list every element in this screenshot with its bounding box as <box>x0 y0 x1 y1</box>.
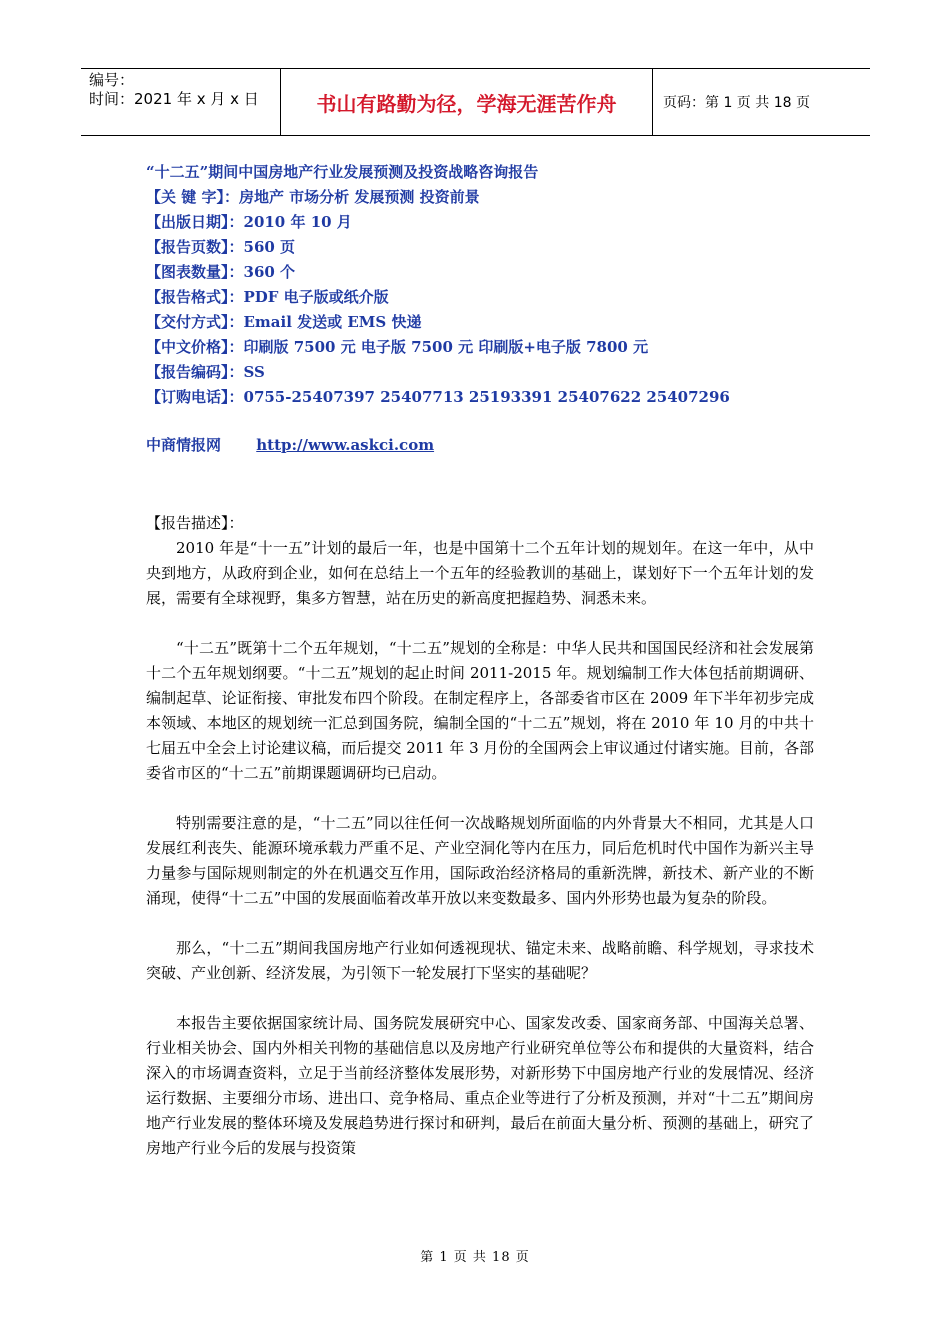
header-page-label: 页码：第 1 页 共 18 页 <box>663 95 810 111</box>
report-pub-date: 【出版日期】：2010 年 10 月 <box>146 213 352 231</box>
report-format: 【报告格式】：PDF 电子版或纸介版 <box>146 288 389 306</box>
report-phone: 【订购电话】：0755-25407397 25407713 25193391 25407622 25407296 <box>146 388 730 406</box>
header-motto: 书山有路勤为径，学海无涯苦作舟 <box>280 69 653 135</box>
paragraph-1: 2010 年是“十一五”计划的最后一年，也是中国第十二个五年计划的规划年。在这一年中，从中央到地方，从政府到企业，如何在总结上一个五年的经验教训的基础上，谋划好下一个五年计划的发展，需要有全球视野，集多方智慧，站在历史的新高度把握趋势、洞悉未来。 <box>146 539 814 607</box>
paragraph-2: “十二五”既第十二个五年规划，“十二五”规划的全称是：中华人民共和国国民经济和社会发展第十二个五年规划纲要。“十二五”规划的起止时间 2011-2015 年。规划编制工作大体包括前期调研、编制起草、论证衔接、审批发布四个阶段。在制定程序上，各部委省市区在 2009 年下半年初步完成本领域、本地区的规划统一汇总到国务院，编制全国的“十二五”规划，将在 2010 年 10 月的中共十七届五中全会上讨论建议稿，而后提交 2011 年 3 月份的全国两会上审议通过付诸实施。目前，各部委省市区的“十二五”前期课题调研均已启动。 <box>146 639 814 782</box>
report-delivery: 【交付方式】：Email 发送或 EMS 快递 <box>146 313 422 331</box>
report-code: 【报告编码】：SS <box>146 363 265 381</box>
paragraph-5: 本报告主要依据国家统计局、国务院发展研究中心、国家发改委、国家商务部、中国海关总署、行业相关协会、国内外相关刊物的基础信息以及房地产行业研究单位等公布和提供的大量资料，结合深入的市场调查资料，立足于当前经济整体发展形势，对新形势下中国房地产行业的发展情况、经济运行数据、主要细分市场、进出口、竞争格局、重点企业等进行了分析及预测，并对“十二五”期间房地产行业发展的整体环境及发展趋势进行探讨和研判，最后在前面大量分析、预测的基础上，研究了房地产行业今后的发展与投资策 <box>146 1014 814 1157</box>
report-price: 【中文价格】：印刷版 7500 元 电子版 7500 元 印刷版+电子版 7800 元 <box>146 338 649 356</box>
document-date-label: 时间：2021 年 x 月 x 日 <box>89 90 259 108</box>
report-meta <box>146 160 846 410</box>
report-title: “十二五”期间中国房地产行业发展预测及投资战略咨询报告 <box>146 163 539 181</box>
paragraph-4: 那么，“十二五”期间我国房地产行业如何透视现状、锚定未来、战略前瞻、科学规划，寻求技术突破、产业创新、经济发展，为引领下一轮发展打下坚实的基础呢？ <box>146 939 814 982</box>
report-charts: 【图表数量】：360 个 <box>146 263 296 281</box>
document-number-label: 编号： <box>89 71 135 89</box>
report-keywords: 【关 键 字】：房地产 市场分析 发展预测 投资前景 <box>146 188 480 206</box>
site-url-link[interactable]: http://www.askci.com <box>256 436 435 454</box>
site-name: 中商情报网 <box>146 436 222 454</box>
report-pages: 【报告页数】：560 页 <box>146 238 296 256</box>
report-description <box>146 511 814 1161</box>
header-left-cell <box>81 69 280 135</box>
site-line <box>146 434 434 455</box>
page-footer: 第 1 页 共 18 页 <box>420 1250 530 1265</box>
paragraph-3: 特别需要注意的是，“十二五”同以往任何一次战略规划所面临的内外背景大不相同，尤其是人口发展红利丧失、能源环境承载力严重不足、产业空洞化等内在压力，同后危机时代中国作为新兴主导力量参与国际规则制定的外在机遇交互作用，国际政治经济格局的重新洗牌，新技术、新产业的不断涌现，使得“十二五”中国的发展面临着改革开放以来变数最多、国内外形势也最为复杂的阶段。 <box>146 814 814 907</box>
page-header <box>81 68 870 136</box>
description-heading: 【报告描述】： <box>146 514 244 532</box>
